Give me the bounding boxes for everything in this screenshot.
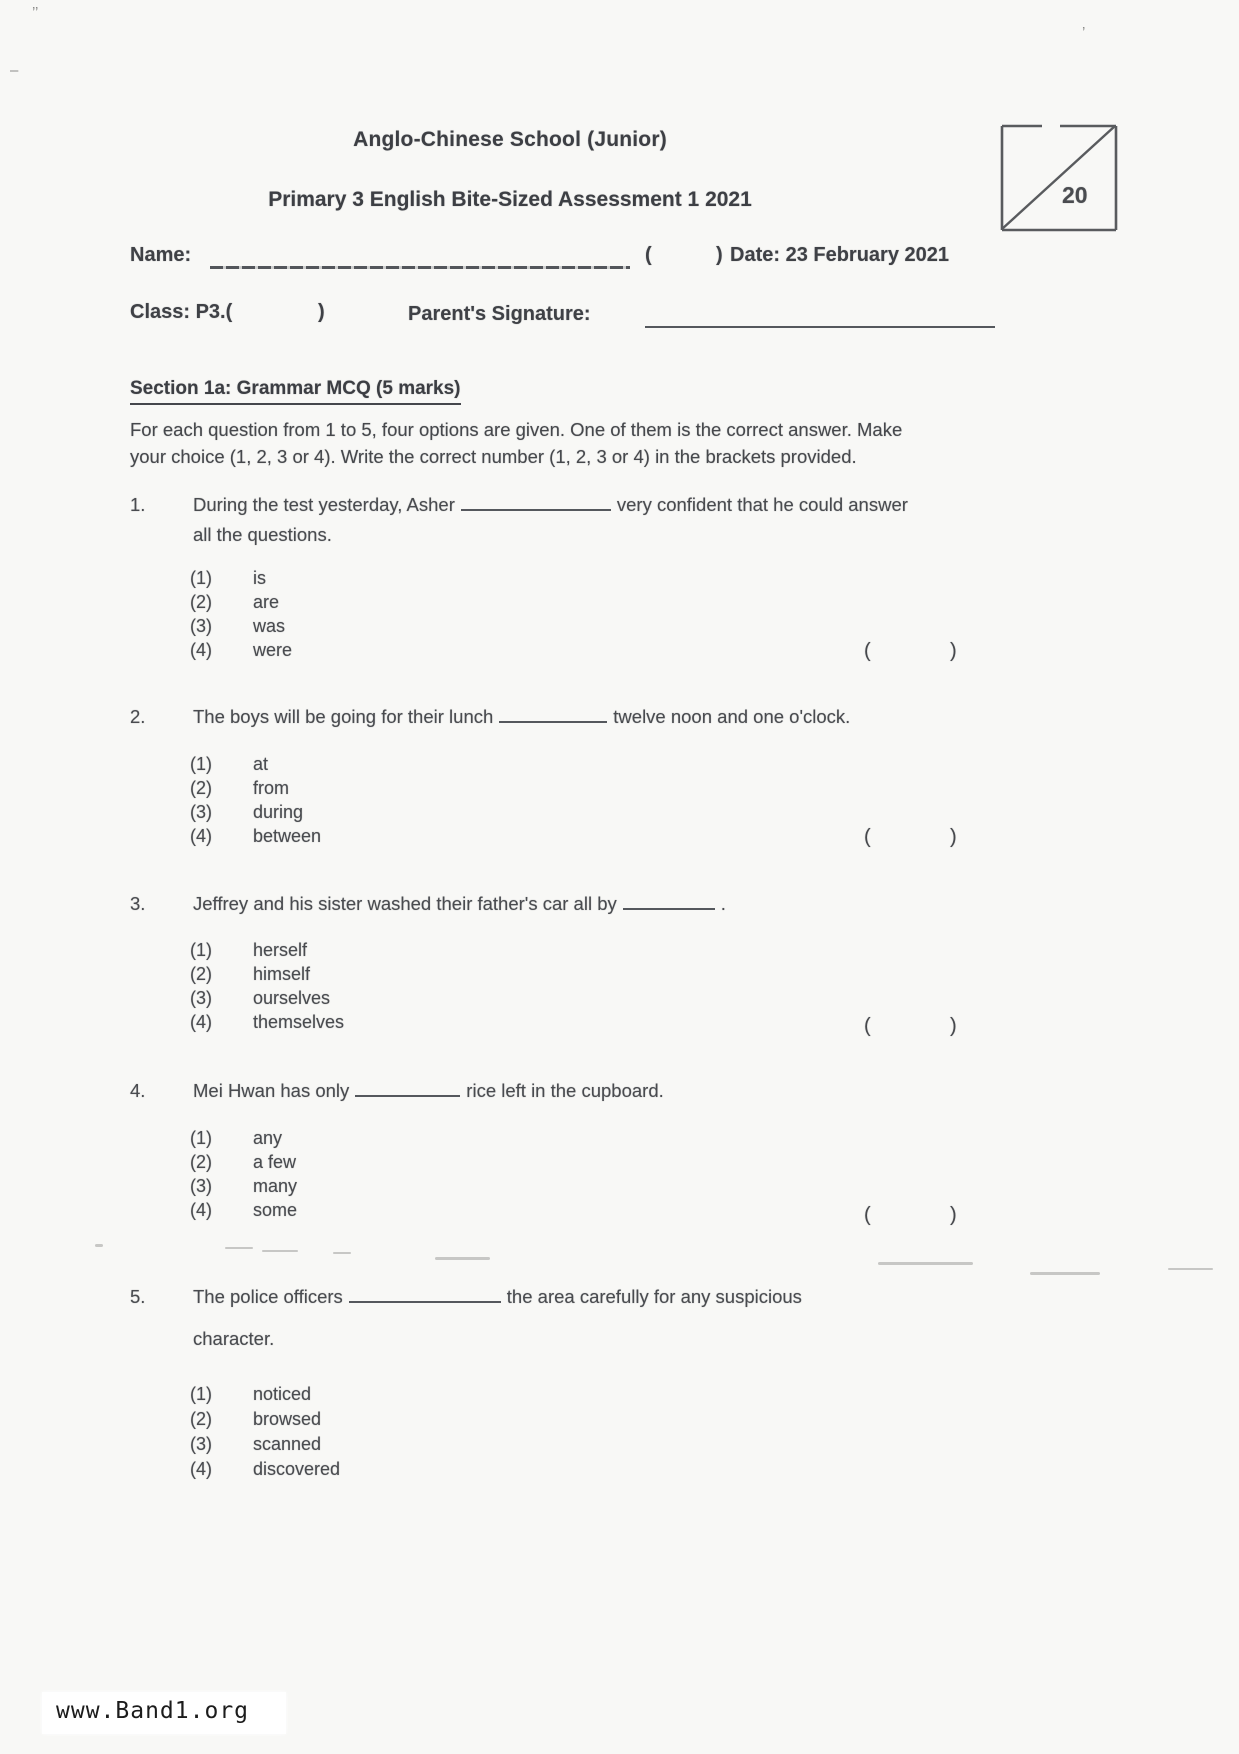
option-row: [190, 590, 292, 614]
date-label: Date: 23 February 2021: [730, 244, 950, 266]
parent-signature-label: Parent's Signature:: [408, 303, 591, 325]
question-text-pre: Jeffrey and his sister washed their father's car all by: [193, 893, 617, 914]
option-number: (4): [190, 1459, 212, 1479]
question-text-post: twelve noon and one o'clock.: [613, 706, 851, 727]
answer-bracket-close: ): [950, 640, 957, 662]
option-label: any: [253, 1128, 283, 1148]
question-number: 5.: [130, 1286, 146, 1307]
option-number: (3): [190, 1176, 212, 1196]
class-label: Class: P3.(: [130, 301, 233, 323]
question-number: 2.: [130, 706, 146, 727]
option-row: [190, 752, 321, 776]
options-list: [190, 752, 321, 848]
option-number: (1): [190, 940, 212, 960]
school-title: Anglo-Chinese School (Junior): [353, 128, 667, 151]
answer-bracket-open: (: [864, 1015, 871, 1037]
option-number: (2): [190, 964, 212, 984]
answer-bracket-close: ): [950, 1204, 957, 1226]
option-number: (2): [190, 1409, 212, 1429]
answer-bracket-open: (: [864, 1204, 871, 1226]
scan-artifact: [1168, 1268, 1213, 1270]
question-text: [193, 893, 1053, 923]
scan-artifact: –: [10, 62, 19, 79]
option-number: (3): [190, 988, 212, 1008]
option-row: [190, 800, 321, 824]
question-text-pre: During the test yesterday, Asher: [193, 494, 455, 515]
option-label: some: [253, 1200, 298, 1220]
option-row: [190, 824, 321, 848]
option-label: at: [253, 754, 269, 774]
option-label: themselves: [253, 1012, 345, 1032]
answer-bracket-close: ): [950, 1015, 957, 1037]
question-text-pre: Mei Hwan has only: [193, 1080, 350, 1101]
question-text: [193, 706, 1053, 736]
option-number: (4): [190, 1012, 212, 1032]
answer-blank: [623, 895, 715, 910]
name-label: Name:: [130, 244, 192, 266]
score-box: [1000, 124, 1118, 232]
name-fill-line: [210, 266, 630, 269]
option-label: many: [253, 1176, 298, 1196]
option-row: [190, 1198, 297, 1222]
option-label: a few: [253, 1152, 297, 1172]
scan-artifact: [262, 1250, 298, 1252]
option-row: [190, 1457, 340, 1482]
scan-artifact: [95, 1244, 103, 1247]
option-number: (2): [190, 778, 212, 798]
answer-bracket-close: ): [950, 826, 957, 848]
option-label: browsed: [253, 1409, 322, 1429]
option-row: [190, 1150, 297, 1174]
option-row: [190, 1407, 340, 1432]
option-row: [190, 1010, 344, 1034]
question-text: [193, 1080, 1053, 1110]
question-number: 4.: [130, 1080, 146, 1101]
scan-artifact: [435, 1257, 490, 1260]
option-row: [190, 638, 292, 662]
option-row: [190, 776, 321, 800]
scan-artifact: ’: [1082, 24, 1086, 41]
option-number: (2): [190, 1152, 212, 1172]
option-label: himself: [253, 964, 311, 984]
question-text-pre: The boys will be going for their lunch: [193, 706, 494, 727]
question-text-line2: all the questions.: [193, 524, 332, 545]
question-text-post: very confident that he could answer: [616, 494, 908, 515]
option-row: [190, 1382, 340, 1407]
option-row: [190, 986, 344, 1010]
option-row: [190, 1432, 340, 1457]
scan-artifact: ’’: [32, 4, 39, 21]
options-list: [190, 566, 292, 662]
option-number: (1): [190, 568, 212, 588]
option-row: [190, 1174, 297, 1198]
option-number: (1): [190, 1384, 212, 1404]
option-row: [190, 938, 344, 962]
scan-artifact: [333, 1252, 351, 1254]
question-4: [0, 1080, 1239, 1260]
answer-blank: [355, 1082, 460, 1097]
question-3: [0, 893, 1239, 1073]
option-number: (2): [190, 592, 212, 612]
option-label: herself: [253, 940, 308, 960]
question-2: [0, 706, 1239, 886]
watermark-text: www.Band1.org: [56, 1698, 250, 1724]
option-number: (3): [190, 802, 212, 822]
signature-line: [645, 326, 995, 328]
options-list: [190, 938, 344, 1034]
option-label: ourselves: [253, 988, 331, 1008]
option-label: are: [253, 592, 280, 612]
question-1: [0, 494, 1239, 694]
option-number: (4): [190, 826, 212, 846]
option-row: [190, 614, 292, 638]
option-label: is: [253, 568, 266, 588]
question-text-line2: character.: [193, 1328, 275, 1349]
question-text-post: rice left in the cupboard.: [466, 1080, 664, 1101]
question-text: [193, 494, 1053, 546]
option-label: were: [253, 640, 293, 660]
index-bracket-close: ): [716, 244, 723, 266]
instructions-line-2: your choice (1, 2, 3 or 4). Write the correct number (1, 2, 3 or 4) in the brackets provided.: [130, 446, 857, 467]
section-heading: Section 1a: Grammar MCQ (5 marks): [130, 378, 461, 405]
option-label: from: [253, 778, 289, 798]
option-number: (4): [190, 1200, 212, 1220]
answer-bracket-open: (: [864, 640, 871, 662]
option-number: (4): [190, 640, 212, 660]
scan-artifact: [878, 1262, 973, 1265]
option-row: [190, 1126, 297, 1150]
option-label: was: [253, 616, 286, 636]
index-bracket-open: (: [645, 244, 652, 266]
option-label: discovered: [253, 1459, 341, 1479]
option-number: (1): [190, 1128, 212, 1148]
question-text-post: the area carefully for any suspicious: [506, 1286, 802, 1307]
option-label: during: [253, 802, 304, 822]
option-label: noticed: [253, 1384, 312, 1404]
scan-artifact: [225, 1247, 253, 1249]
instructions-line-1: For each question from 1 to 5, four options are given. One of them is the correct answer. Make: [130, 419, 903, 440]
question-number: 3.: [130, 893, 146, 914]
option-label: between: [253, 826, 322, 846]
question-5: [0, 1286, 1239, 1486]
answer-blank: [461, 496, 611, 511]
question-number: 1.: [130, 494, 146, 515]
question-text-post: .: [720, 893, 726, 914]
score-box-frame-and-diagonal: [1000, 124, 1118, 232]
assessment-title: Primary 3 English Bite-Sized Assessment 1 2021: [268, 188, 752, 211]
scan-artifact: [1030, 1272, 1100, 1275]
question-text-pre: The police officers: [193, 1286, 343, 1307]
answer-blank: [349, 1288, 501, 1303]
score-total: 20: [1062, 182, 1088, 208]
option-number: (1): [190, 754, 212, 774]
answer-blank: [499, 708, 607, 723]
options-list: [190, 1126, 297, 1222]
options-list: [190, 1382, 340, 1482]
question-text: [193, 1286, 1053, 1350]
option-number: (3): [190, 1434, 212, 1454]
class-bracket-close: ): [318, 301, 325, 323]
section-instructions: [130, 416, 902, 470]
option-row: [190, 566, 292, 590]
answer-bracket-open: (: [864, 826, 871, 848]
option-label: scanned: [253, 1434, 322, 1454]
option-number: (3): [190, 616, 212, 636]
option-row: [190, 962, 344, 986]
